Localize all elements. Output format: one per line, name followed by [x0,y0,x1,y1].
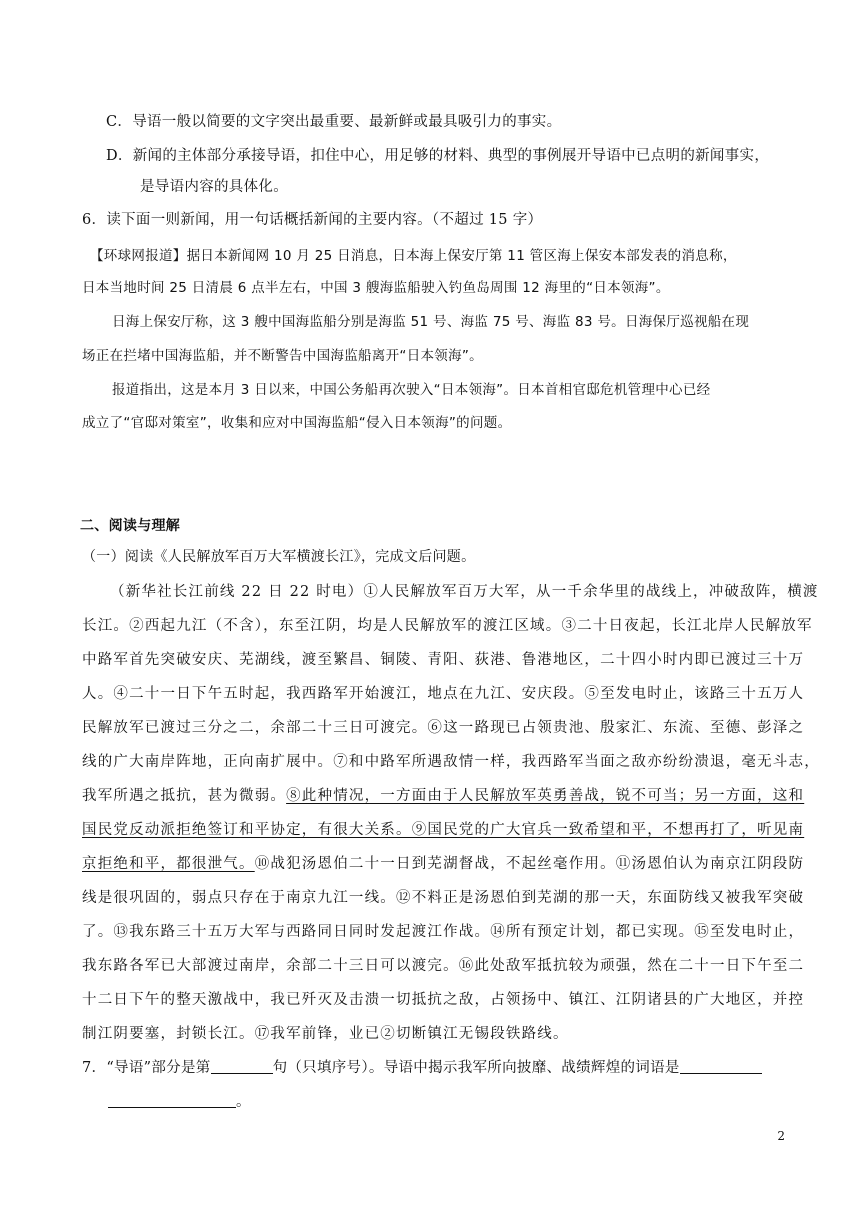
section-2-sub1: （一）阅读《人民解放军百万大军横渡长江》，完成文后问题。 [82,549,476,565]
article-line: 制江阴要塞，封锁长江。⑰我军前锋，业已②切断镇江无锡段铁路线。 [82,1026,569,1042]
answer-blank-words-1[interactable] [680,1059,762,1074]
option-d-line1: D．新闻的主体部分承接导语，扣住中心，用足够的材料、典型的事例展开导语中已点明的新闻事实， [106,148,770,164]
article-line: （新华社长江前线 22 日 22 时电）①人民解放军百万大军，从一千余华里的战线上，冲破敌阵，横渡 [110,584,819,600]
article-line [82,787,804,805]
question-7 [82,1059,762,1077]
news-paragraph-1-line1: 【环球网报道】据日本新闻网 10 月 25 日消息，日本海上保安厅第 11 管区海上保安本部发表的消息称， [90,248,737,264]
article-line: 线是很巩固的，弱点只存在于南京九江一线。⑫不料正是汤恩伯到芜湖的那一天，东面防线又被我军突破 [82,890,805,906]
option-d-line2: 是导语内容的具体化。 [140,179,288,195]
article-line: 了。⑬我东路三十五万大军与西路同日同时发起渡江作战。⑭所有预定计划，都已实现。⑮至发电时止， [82,924,805,940]
answer-blank-words-2[interactable] [108,1093,236,1108]
question-7-part2: 句（只填序号）。导语中揭示我军所向披靡、战绩辉煌的词语是 [272,1060,680,1076]
underlined-sentence: 京拒绝和平，都很泄气。 [82,856,255,872]
article-line: 长江。②西起九江（不含），东至江阴，均是人民解放军的渡江区域。③二十日夜起，长江北岸人民解放军 [82,618,813,634]
section-2-heading: 二、阅读与理解 [80,518,181,534]
answer-blank-sentence-number[interactable] [211,1059,273,1074]
question-7-end: 。 [236,1094,251,1110]
article-line: 中路军首先突破安庆、芜湖线，渡至繁昌、铜陵、青阳、荻港、鲁港地区，二十四小时内即已渡过三十万 [82,652,805,668]
article-line: 线的广大南岸阵地，正向南扩展中。⑦和中路军所遇敌情一样，我西路军当面之敌亦纷纷溃退，毫无斗志， [82,754,820,770]
news-paragraph-3-line1: 报道指出，这是本月 3 日以来，中国公务船再次驶入“日本领海”。日本首相官邸危机管理中心已经 [112,382,711,398]
article-line [82,855,804,873]
news-paragraph-2-line2: 场正在拦堵中国海监船，并不断警告中国海监船离开“日本领海”。 [82,348,483,364]
article-line: 人。④二十一日下午五时起，我西路军开始渡江，地点在九江、安庆段。⑤至发电时止，该路三十五万人 [82,686,805,702]
option-c: C．导语一般以简要的文字突出最重要、最新鲜或最具吸引力的事实。 [106,114,562,130]
underlined-sentence: 国民党反动派拒绝签订和平协定，有很大关系。⑨国民党的广大官兵一致希望和平，不想再打了，听见南 [82,822,805,838]
question-7-part1: 7．“导语”部分是第 [82,1060,211,1076]
question-7-continuation [108,1093,251,1111]
news-paragraph-2-line1: 日海上保安厅称，这 3 艘中国海监船分别是海监 51 号、海监 75 号、海监 83 号。日海保厅巡视船在现 [112,314,750,330]
underlined-sentence: ⑧此种情况，一方面由于人民解放军英勇善战，锐不可当；另一方面，这和 [286,788,805,804]
news-paragraph-3-line2: 成立了“官邸对策室”，收集和应对中国海监船“侵入日本领海”的问题。 [82,415,512,431]
page-number: 2 [777,1129,785,1143]
question-6-prompt: 6．读下面一则新闻，用一句话概括新闻的主要内容。（不超过 15 字） [82,212,543,228]
article-line: 民解放军已渡过三分之二，余部二十三日可渡完。⑥这一路现已占领贵池、殷家汇、东流、至德、彭泽之 [82,720,805,736]
article-line: 我东路各军已大部渡过南岸，余部二十三日可以渡完。⑯此处敌军抵抗较为顽强，然在二十一日下午至二 [82,958,805,974]
article-text: ⑩战犯汤恩伯二十一日到芜湖督战，不起丝毫作用。⑪汤恩伯认为南京江阴段防 [254,856,805,872]
news-paragraph-1-line2: 日本当地时间 25 日清晨 6 点半左右，中国 3 艘海监船驶入钓鱼岛周围 12 海里的“日本领海”。 [82,280,670,296]
article-text: 我军所遇之抵抗，甚为微弱。 [82,788,287,804]
article-line: 十二日下午的整天激战中，我已歼灭及击溃一切抵抗之敌，占领扬中、镇江、江阴诸县的广大地区，并控 [82,992,805,1008]
